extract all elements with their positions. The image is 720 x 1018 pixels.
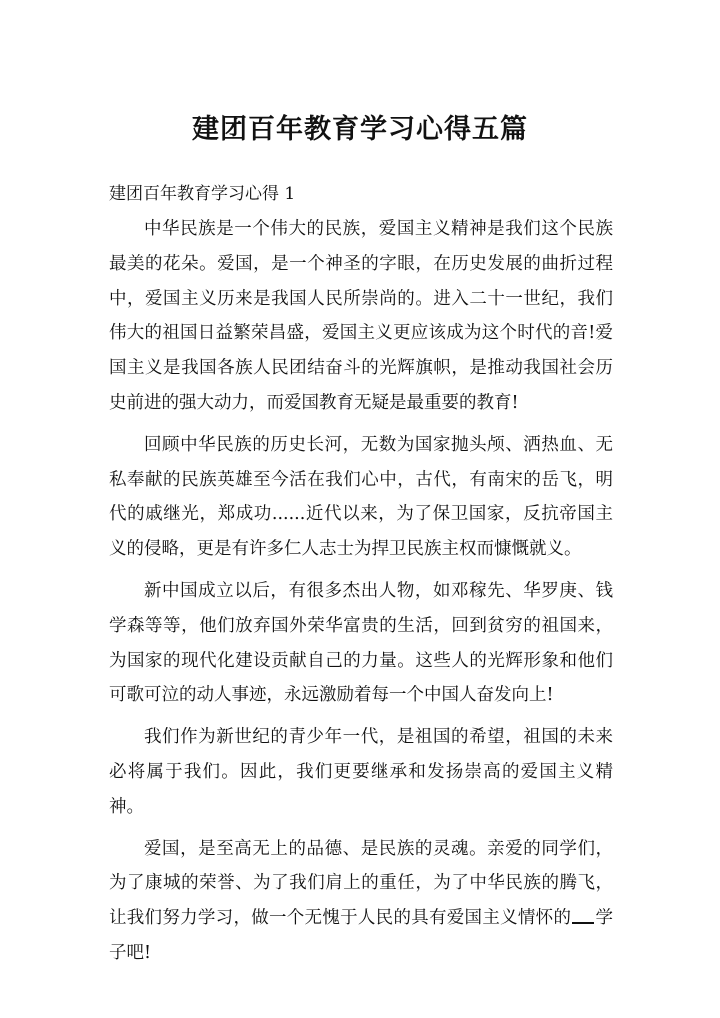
paragraph-5-text: 爱国，是至高无上的品德、是民族的灵魂。亲爱的同学们，为了康城的荣誉、为了我们肩上的重任，为了中华民族的腾飞，让我们努力学习，做一个无愧于人民的具有爱国主义情怀的	[109, 838, 613, 929]
paragraph-1: 中华民族是一个伟大的民族，爱国主义精神是我们这个民族最美的花朵。爱国，是一个神圣的字眼，在历史发展的曲折过程中，爱国主义历来是我国人民所崇尚的。进入二十一世纪，我们伟大的祖国日益繁荣昌盛，爱国主义更应该成为这个时代的音!爱国主义是我国各族人民团结奋斗的光辉旗帜，是推动我国社会历史前进的强大动力，而爱国教育无疑是最重要的教育!	[109, 219, 613, 413]
paragraph-2: 回顾中华民族的历史长河，无数为国家抛头颅、洒热血、无私奉献的民族英雄至今活在我们心中，古代，有南宋的岳飞，明代的戚继光，郑成功......近代以来，为了保卫国家，反抗帝国主义的侵略，更是有许多仁人志士为捍卫民族主权而慷慨就义。	[109, 434, 613, 560]
paragraph-5	[109, 832, 613, 971]
document-body	[109, 212, 613, 978]
document-title: 建团百年教育学习心得五篇	[192, 114, 528, 145]
fill-in-blank-line	[572, 922, 594, 924]
paragraph-4: 我们作为新世纪的青少年一代，是祖国的希望，祖国的未来必将属于我们。因此，我们更要继承和发扬崇高的爱国主义精神。	[109, 727, 613, 817]
section-heading: 建团百年教育学习心得 1	[109, 184, 296, 204]
paragraph-3: 新中国成立以后，有很多杰出人物，如邓稼先、华罗庚、钱学森等等，他们放弃国外荣华富贵的生活，回到贫穷的祖国来，为国家的现代化建设贡献自己的力量。这些人的光辉形象和他们可歌可泣的动人事迹，永远激励着每一个中国人奋发向上!	[109, 580, 613, 706]
paragraph-5-ending: 学子吧!	[109, 908, 614, 963]
